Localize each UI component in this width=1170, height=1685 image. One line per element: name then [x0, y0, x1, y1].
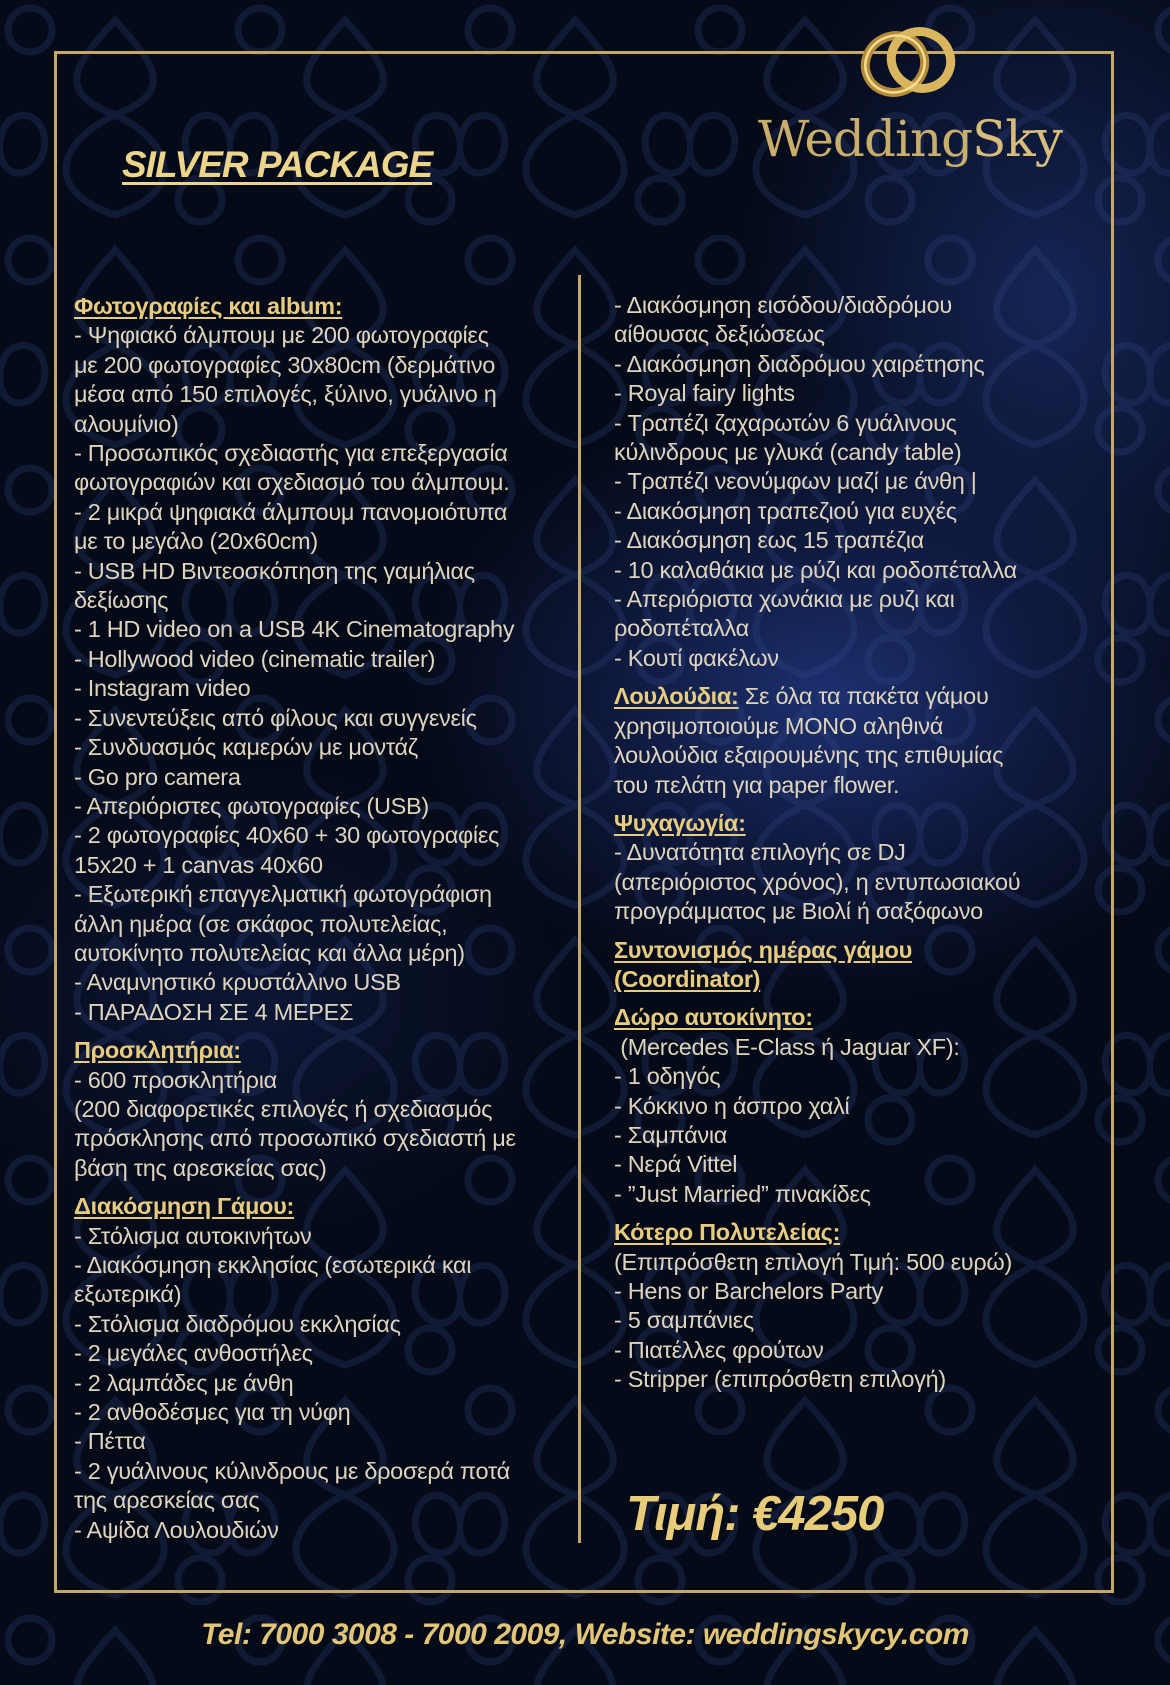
section-heading: Συντονισμός ημέρας γάμου	[614, 936, 912, 963]
list-item: - Εξωτερική επαγγελματική φωτογράφιση	[74, 881, 492, 908]
package-price: Τιμή: €4250	[626, 1487, 884, 1541]
list-item: - Κόκκινο η άσπρο χαλί	[614, 1092, 850, 1119]
list-item: - Στόλισμα αυτοκινήτων	[74, 1222, 312, 1249]
list-item: 15x20 + 1 canvas 40x60	[74, 851, 323, 878]
list-item: κύλινδρους με γλυκά (candy table)	[614, 439, 962, 466]
list-item: - 2 λαμπάδες με άνθη	[74, 1369, 294, 1396]
list-item: - 2 μεγάλες ανθοστήλες	[74, 1340, 313, 1367]
list-item: ροδοπέταλλα	[614, 615, 749, 642]
list-item: (Επιπρόσθετη επιλογή Τιμή: 500 ευρώ)	[614, 1248, 1012, 1275]
list-item: - Αναμνηστικό κρυστάλλινο USB	[74, 969, 401, 996]
list-item: εξωτερικά)	[74, 1281, 182, 1308]
list-item: λουλούδια εξαιρουμένης της επιθυμίας	[614, 742, 1004, 769]
section-heading: Φωτογραφίες και album:	[74, 293, 343, 319]
list-item: προγράμματος με Βιολί ή σαξόφωνο	[614, 898, 983, 925]
list-item: - Απεριόριστα χωνάκια με ρυζι και	[614, 586, 955, 613]
list-item: (200 διαφορετικές επιλογές ή σχεδιασμός	[74, 1095, 493, 1122]
section-heading: Δώρο αυτοκίνητο:	[614, 1004, 813, 1031]
flowers-intro-text: Σε όλα τα πακέτα γάμου	[738, 683, 989, 710]
section-flowers	[614, 682, 1084, 800]
list-item: - 10 καλαθάκια με ρύζι και ροδοπέταλλα	[614, 556, 1017, 583]
list-item: - 600 προσκλητήρια	[74, 1066, 277, 1093]
list-item: - Διακόσμηση εως 15 τραπέζια	[614, 527, 924, 554]
list-item: - Royal fairy lights	[614, 380, 795, 407]
list-item: - 1 οδηγός	[614, 1063, 721, 1090]
list-item: - ΠΑΡΑΔΟΣΗ ΣΕ 4 ΜΕΡΕΣ	[74, 998, 354, 1025]
list-item: - Hollywood video (cinematic trailer)	[74, 645, 436, 672]
section-heading: Προσκλητήρια:	[74, 1037, 241, 1064]
section-car	[614, 1003, 1084, 1209]
list-item: - Τραπέζι ζαχαρωτών 6 γυάλινους	[614, 409, 957, 436]
list-item: (απεριόριστος χρόνος), η εντυπωσιακού	[614, 868, 1021, 895]
wedding-rings-icon	[855, 14, 965, 104]
list-item: - Hens or Barchelors Party	[614, 1278, 884, 1304]
weddingsky-logo	[740, 14, 1080, 184]
list-item: αλουμίνιο)	[74, 410, 179, 437]
list-item: - Συνδυασμός καμερών με μοντάζ	[74, 734, 418, 761]
list-item: - Δυνατότητα επιλογής σε DJ	[614, 839, 906, 866]
list-item: αίθουσας δεξιώσεως	[614, 321, 825, 348]
section-heading: Λουλούδια:	[614, 683, 739, 710]
list-item: - Προσωπικός σχεδιαστής για επεξεργασία	[74, 440, 508, 467]
package-title: SILVER PACKAGE	[122, 144, 433, 185]
list-item: της αρεσκείας σας	[74, 1487, 260, 1514]
section-heading-continued: (Coordinator)	[614, 965, 761, 992]
list-item: - ”Just Married” πινακίδες	[614, 1180, 871, 1207]
list-item: - Διακόσμηση εισόδου/διαδρόμου	[614, 292, 952, 318]
list-item: με το μεγάλο (20x60cm)	[74, 528, 318, 555]
section-decoration	[74, 1192, 584, 1545]
list-item: (Mercedes E-Class ή Jaguar XF):	[614, 1033, 960, 1060]
list-item: - Διακόσμηση διαδρόμου χαιρέτησης	[614, 350, 985, 377]
section-coordinator	[614, 936, 1084, 995]
list-item: χρησιμοποιούμε ΜΟΝΟ αληθινά	[614, 712, 943, 739]
list-item: - Πέττα	[74, 1428, 146, 1455]
list-item: πρόσκλησης από προσωπικό σχεδιαστή με	[74, 1125, 516, 1152]
list-item: - Αψίδα Λουλουδιών	[74, 1516, 279, 1543]
section-invitations	[74, 1036, 584, 1183]
list-item: - Διακόσμηση τραπεζιού για ευχές	[614, 497, 957, 524]
list-item: - Στόλισμα διαδρόμου εκκλησίας	[74, 1310, 401, 1337]
section-heading: Κότερο Πολυτελείας:	[614, 1219, 841, 1246]
list-item: - USB HD Βιντεοσκόπηση της γαμήλιας	[74, 557, 475, 584]
list-item: μέσα από 150 επιλογές, ξύλινο, γυάλινο η	[74, 381, 497, 408]
brand-name	[740, 110, 1080, 168]
list-item: - Go pro camera	[74, 763, 241, 790]
list-item: δεξίωσης	[74, 587, 169, 614]
list-item: αυτοκίνητο πολυτελείας και άλλα μέρη)	[74, 939, 465, 966]
right-column	[614, 291, 1084, 1404]
list-item: - Stripper (επιπρόσθετη επιλογή)	[614, 1366, 946, 1393]
left-column	[74, 292, 584, 1554]
list-item: - Νερά Vittel	[614, 1151, 738, 1178]
section-heading: Ψυχαγωγία:	[614, 809, 746, 836]
list-item: - Τραπέζι νεονύμφων μαζί με άνθη |	[614, 468, 977, 495]
list-item: - Σαμπάνια	[614, 1121, 728, 1148]
list-item: βάση της αρεσκείας σας)	[74, 1154, 327, 1181]
section-heading: Διακόσμηση Γάμου:	[74, 1193, 295, 1220]
contact-footer: Tel: 7000 3008 - 7000 2009, Website: weddingskycy.com	[201, 1618, 969, 1651]
list-item: φωτογραφιών και σχεδιασμό του άλμπουμ.	[74, 469, 510, 496]
list-item: - 2 ανθοδέσμες για τη νύφη	[74, 1399, 351, 1426]
list-item: του πελάτη για paper flower.	[614, 771, 900, 798]
list-item: - 2 μικρά ψηφιακά άλμπουμ πανομοιότυπα	[74, 498, 508, 525]
brand-part-sky: Sky	[972, 110, 1062, 168]
list-item: - Πιατέλλες φρούτων	[614, 1336, 824, 1363]
list-item: - 5 σαμπάνιες	[614, 1307, 754, 1334]
section-decoration-continued	[614, 291, 1084, 673]
list-item: με 200 φωτογραφίες 30x80cm (δερμάτινο	[74, 351, 496, 378]
section-entertainment	[614, 809, 1084, 927]
list-item: - Κουτί φακέλων	[614, 644, 779, 671]
list-item: - Απεριόριστες φωτογραφίες (USB)	[74, 792, 429, 819]
section-yacht	[614, 1218, 1084, 1394]
flowers-first-line	[614, 682, 1084, 711]
column-divider	[578, 275, 581, 1543]
list-item: - 1 HD video on a USB 4K Cinematography	[74, 616, 515, 643]
list-item: - Ψηφιακό άλμπουμ με 200 φωτογραφίες	[74, 322, 489, 349]
list-item: - Διακόσμηση εκκλησίας (εσωτερικά και	[74, 1252, 472, 1278]
section-photos	[74, 292, 584, 1027]
list-item: - Συνεντεύξεις από φίλους και συγγενείς	[74, 704, 477, 731]
list-item: - Instagram video	[74, 675, 251, 702]
list-item: - 2 γυάλινους κύλινδρους με δροσερά ποτά	[74, 1457, 510, 1484]
list-item: - 2 φωτογραφίες 40x60 + 30 φωτογραφίες	[74, 822, 500, 849]
brand-part-wedding: Wedding	[758, 110, 973, 168]
list-item: άλλη ημέρα (σε σκάφος πολυτελείας,	[74, 910, 448, 937]
